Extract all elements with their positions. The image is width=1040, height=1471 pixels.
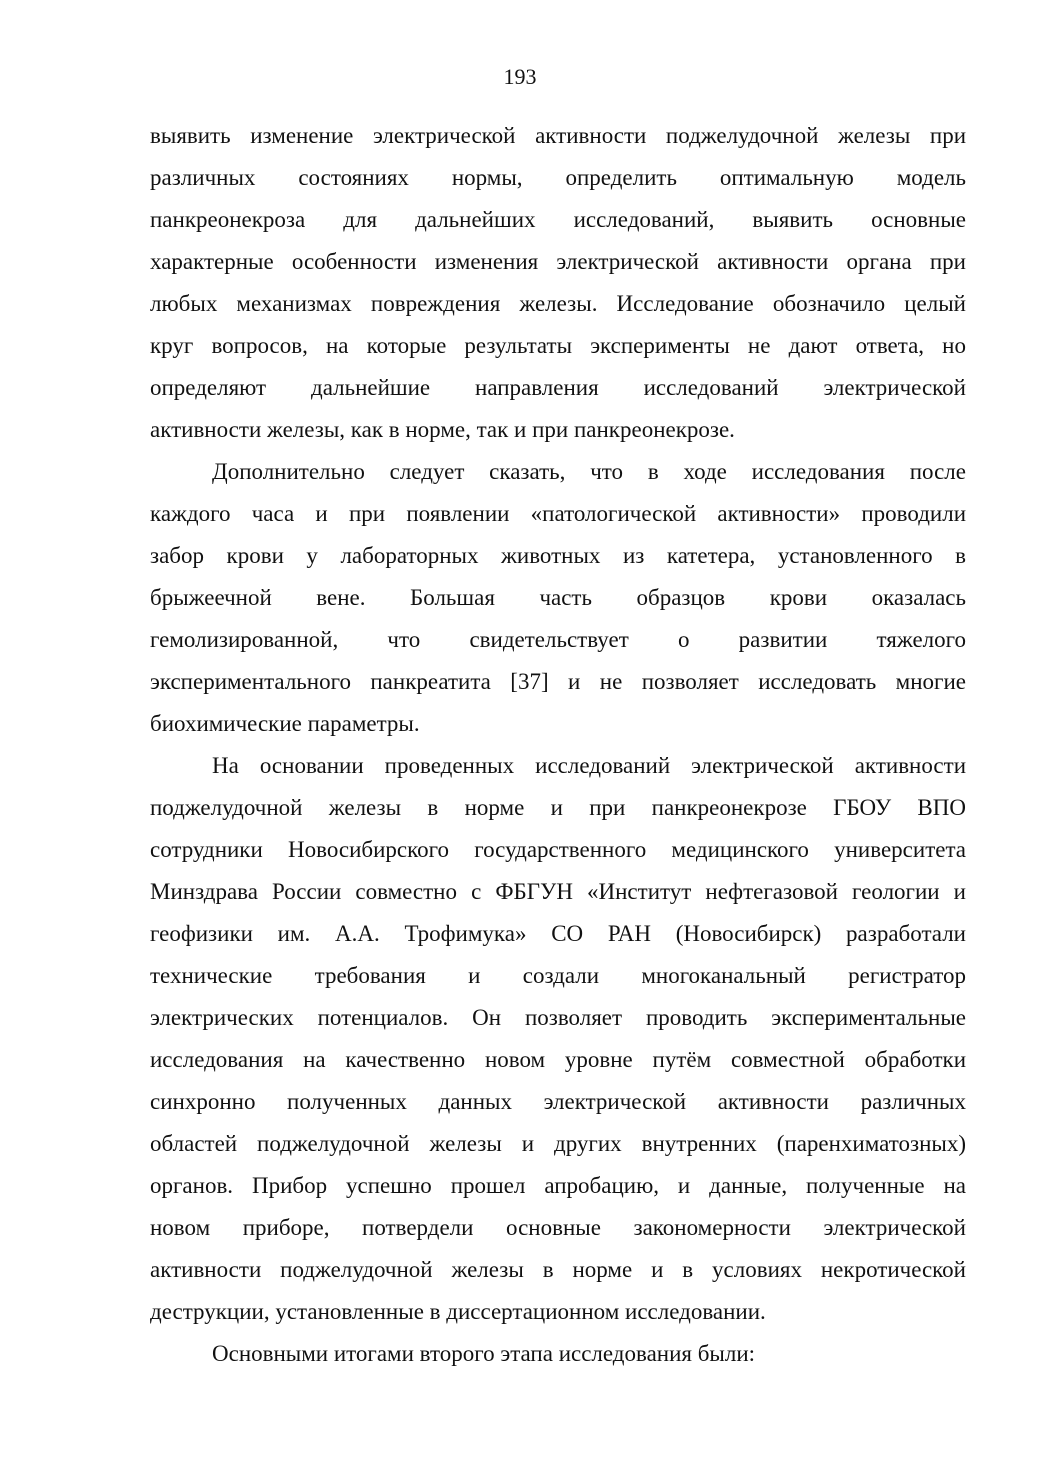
text-line: выявить изменение электрической активности поджелудочной железы при (150, 123, 966, 148)
text-line: сотрудники Новосибирского государственного медицинского университета (150, 837, 966, 862)
text-line: определяют дальнейшие направления исследований электрической (150, 375, 966, 400)
text-line: различных состояниях нормы, определить оптимальную модель (150, 165, 966, 190)
text-line: брыжеечной вене. Большая часть образцов крови оказалась (150, 585, 966, 610)
text-line: забор крови у лабораторных животных из катетера, установленного в (150, 543, 966, 568)
text-line: любых механизмах повреждения железы. Исследование обозначило целый (150, 291, 966, 316)
text-line: геофизики им. А.А. Трофимука» СО РАН (Новосибирск) разработали (150, 921, 966, 946)
paragraph (150, 745, 966, 1333)
text-line: Дополнительно следует сказать, что в ходе исследования после (212, 459, 966, 484)
text-line: областей поджелудочной железы и других внутренних (паренхиматозных) (150, 1131, 966, 1156)
body-text (150, 115, 966, 1375)
text-line: органов. Прибор успешно прошел апробацию, и данные, полученные на (150, 1173, 966, 1198)
text-line: панкреонекроза для дальнейших исследований, выявить основные (150, 207, 966, 232)
text-line: технические требования и создали многоканальный регистратор (150, 963, 966, 988)
page-number: 193 (503, 64, 537, 89)
paragraph (150, 1333, 966, 1375)
paragraph (150, 451, 966, 745)
text-line: экспериментального панкреатита [37] и не позволяет исследовать многие (150, 669, 966, 694)
text-line: гемолизированной, что свидетельствует о развитии тяжелого (150, 627, 966, 652)
text-line: Основными итогами второго этапа исследования были: (212, 1341, 756, 1366)
text-line: Минздрава России совместно с ФБГУН «Институт нефтегазовой геологии и (150, 879, 966, 904)
text-line: активности поджелудочной железы в норме и в условиях некротической (150, 1257, 966, 1282)
paragraph (150, 115, 966, 451)
text-line: синхронно полученных данных электрической активности различных (150, 1089, 966, 1114)
text-line: каждого часа и при появлении «патологической активности» проводили (150, 501, 966, 526)
text-line: новом приборе, потвердели основные закономерности электрической (150, 1215, 966, 1240)
text-line: биохимические параметры. (150, 711, 420, 736)
text-line: характерные особенности изменения электрической активности органа при (150, 249, 966, 274)
text-line: исследования на качественно новом уровне путём совместной обработки (150, 1047, 966, 1072)
text-line: На основании проведенных исследований электрической активности (212, 753, 966, 778)
text-line: электрических потенциалов. Он позволяет проводить экспериментальные (150, 1005, 966, 1030)
text-line: деструкции, установленные в диссертационном исследовании. (150, 1299, 766, 1324)
text-line: активности железы, как в норме, так и при панкреонекрозе. (150, 417, 735, 442)
text-line: круг вопросов, на которые результаты эксперименты не дают ответа, но (150, 333, 966, 358)
text-line: поджелудочной железы в норме и при панкреонекрозе ГБОУ ВПО (150, 795, 966, 820)
